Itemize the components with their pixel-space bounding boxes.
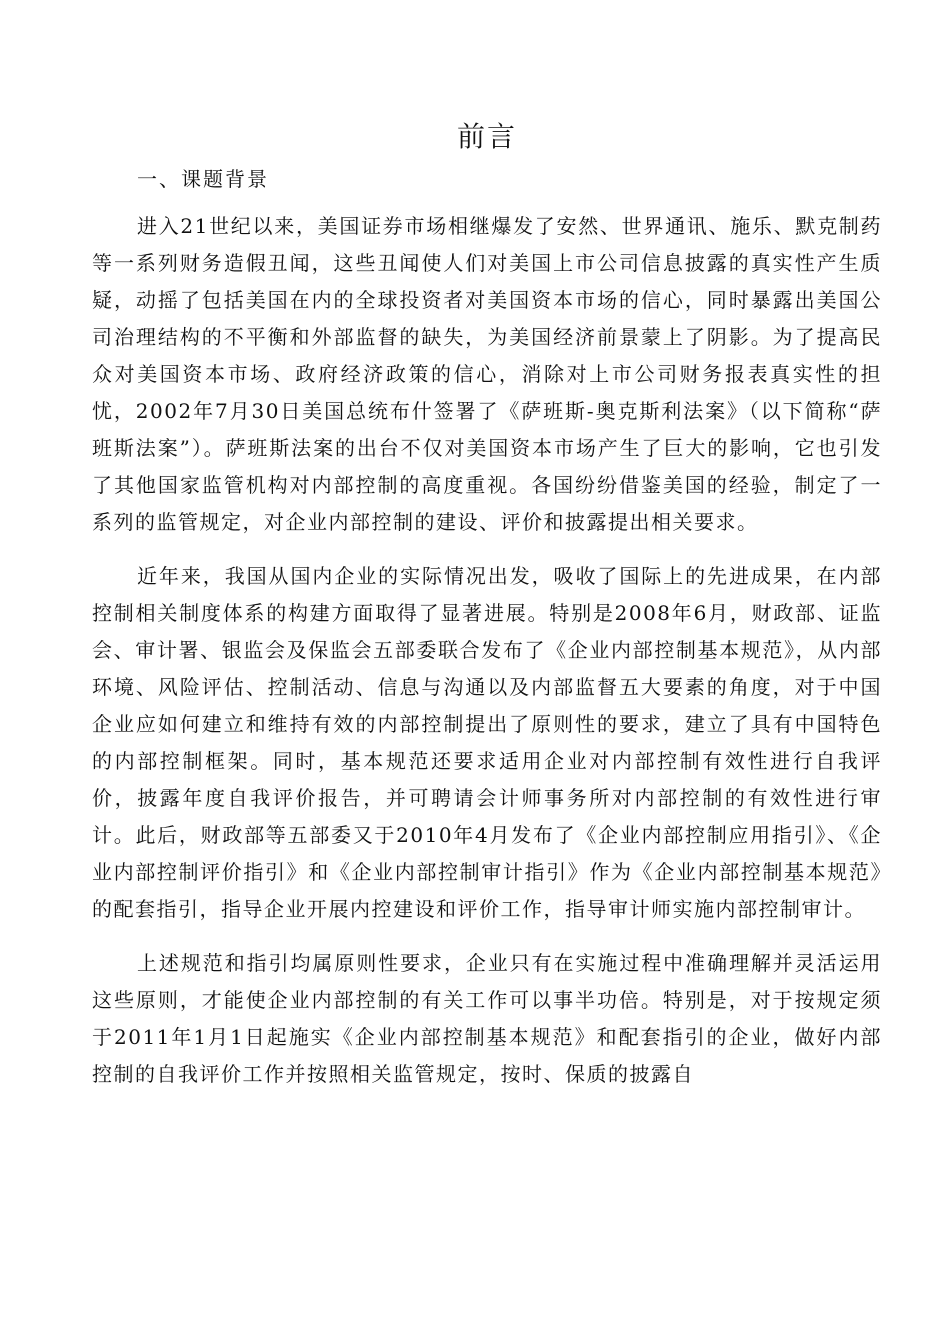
- body-paragraph-3: 上述规范和指引均属原则性要求，企业只有在实施过程中准确理解并灵活运用这些原则，才能使企业内部控制的有关工作可以事半功倍。特别是，对于按规定须于2011年1月1日起施实《企业内部控制基本规范》和配套指引的企业，做好内部控制的自我评价工作并按照相关监管规定，按时、保质的披露自: [92, 951, 882, 1086]
- page-title: 前言: [456, 120, 517, 153]
- document-page: [92, 110, 882, 1110]
- section-heading: 一、课题背景: [137, 167, 269, 191]
- body-paragraph-2: 近年来，我国从国内企业的实际情况出发，吸收了国际上的先进成果，在内部控制相关制度体系的构建方面取得了显著进展。特别是2008年6月，财政部、证监会、审计署、银监会及保监会五部委联合发布了《企业内部控制基本规范》，从内部环境、风险评估、控制活动、信息与沟通以及内部监督五大要素的角度，对于中国企业应如何建立和维持有效的内部控制提出了原则性的要求，建立了具有中国特色的内部控制框架。同时，基本规范还要求适用企业对内部控制有效性进行自我评价，披露年度自我评价报告，并可聘请会计师事务所对内部控制的有效性进行审计。此后，财政部等五部委又于2010年4月发布了《企业内部控制应用指引》、《企业内部控制评价指引》和《企业内部控制审计指引》作为《企业内部控制基本规范》的配套指引，指导企业开展内控建设和评价工作，指导审计师实施内部控制审计。: [92, 564, 882, 921]
- body-paragraph-1: 进入21世纪以来，美国证券市场相继爆发了安然、世界通讯、施乐、默克制药等一系列财务造假丑闻，这些丑闻使人们对美国上市公司信息披露的真实性产生质疑，动摇了包括美国在内的全球投资者对美国资本市场的信心，同时暴露出美国公司治理结构的不平衡和外部监督的缺失，为美国经济前景蒙上了阴影。为了提高民众对美国资本市场、政府经济政策的信心，消除对上市公司财务报表真实性的担忧，2002年7月30日美国总统布什签署了《萨班斯-奥克斯利法案》（以下简称“萨班斯法案”）。萨班斯法案的出台不仅对美国资本市场产生了巨大的影响，它也引发了其他国家监管机构对内部控制的高度重视。各国纷纷借鉴美国的经验，制定了一系列的监管规定，对企业内部控制的建设、评价和披露提出相关要求。: [92, 214, 882, 534]
